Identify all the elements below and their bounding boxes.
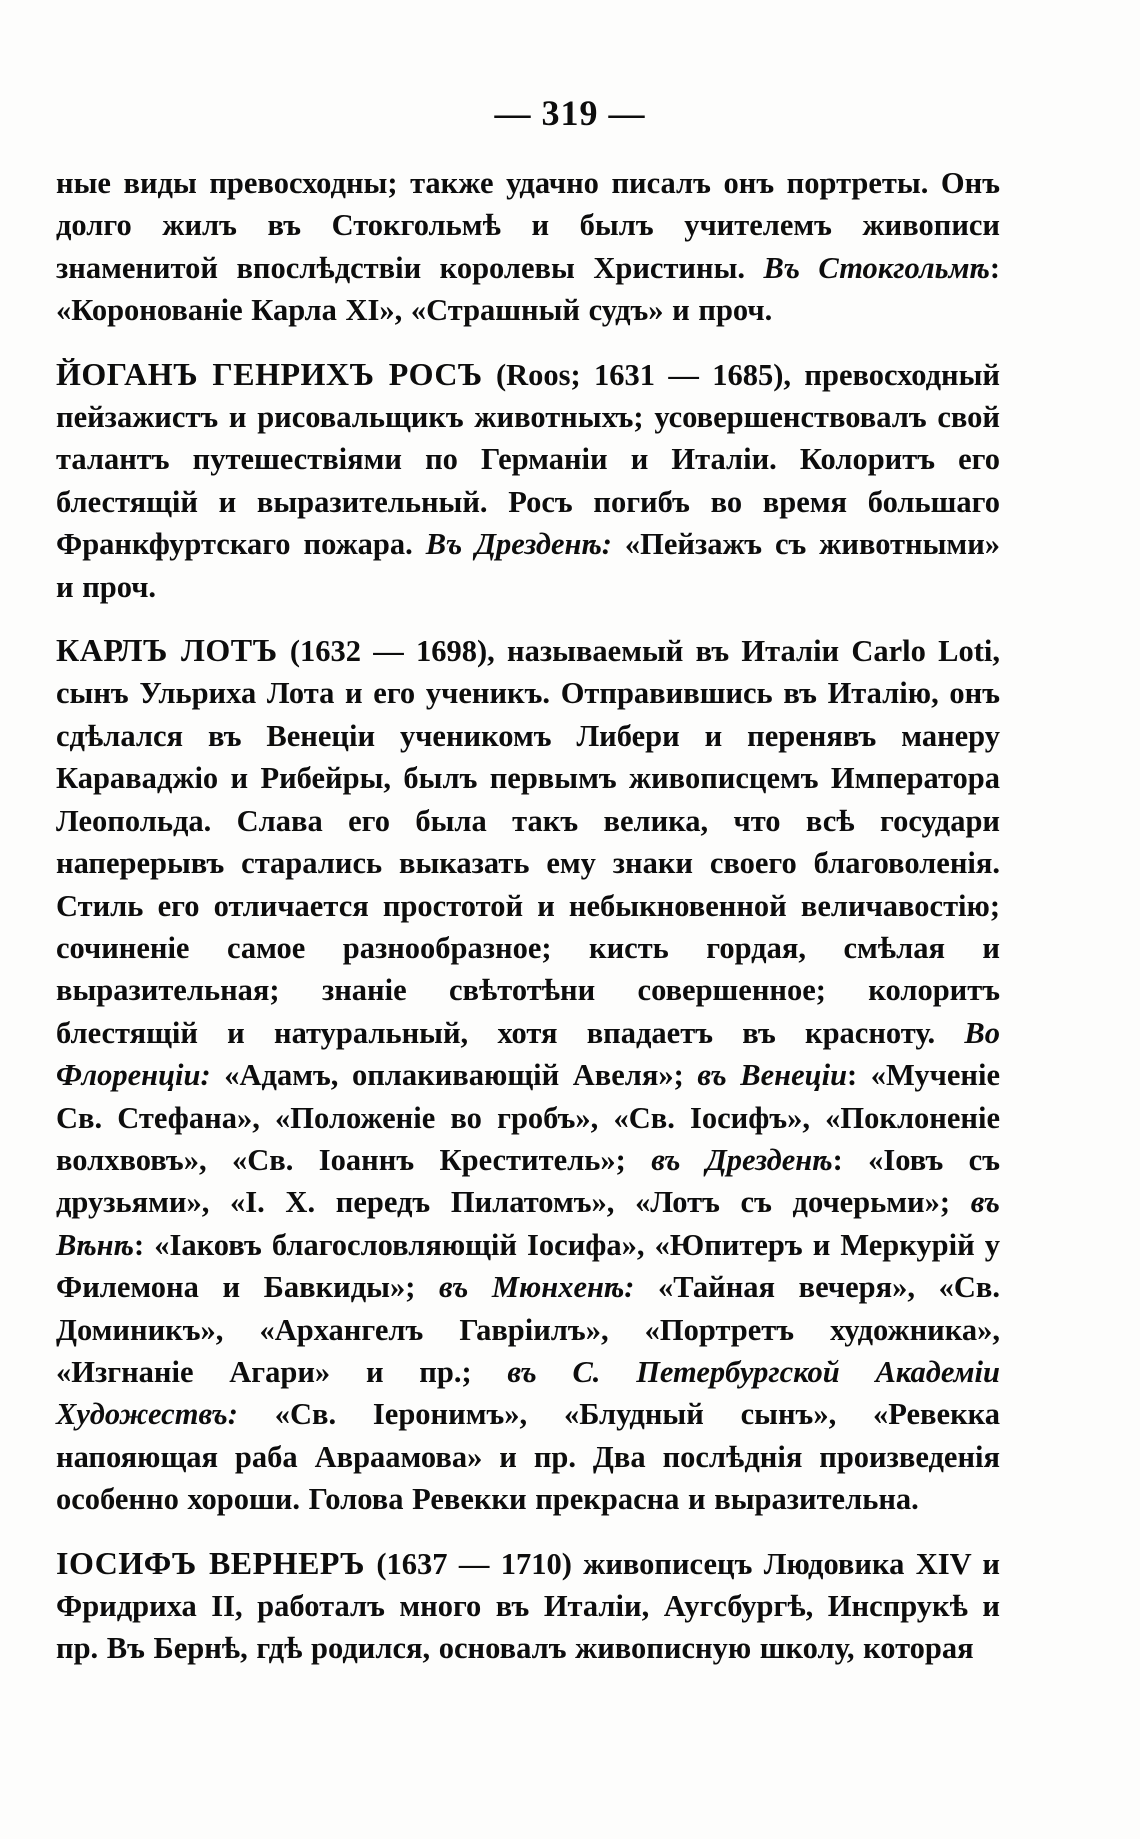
location-label: Во Флоренціи:: [56, 1015, 1000, 1093]
paragraph-text: (1632 — 1698), называемый въ Италіи Carlo Loti, сынъ Ульриха Лота и его ученикъ. Отправившись въ Италію, онъ сдѣлался въ Венеціи ученикомъ Либери и перенявъ манеру Караваджіо и Рибейры, былъ первымъ живописцемъ Императора Леопольда. Слава его была такъ велика, что всѣ государи наперерывъ старались выказать ему знаки своего благоволенія. Стиль его отличается простотой и небыкновенной величавостію; сочиненіе самое разнообразное; кисть гордая, смѣлая и выразительная; знаніе свѣтотѣни совершенное; колоритъ блестящій и натуральный, хотя впадаетъ въ красноту.: [56, 634, 1001, 1050]
paragraph-text: «Тайная вечеря», «Св. Доминикъ», «Архангелъ Гавріилъ», «Портретъ художника», «Изгнаніе Агари» и пр.;: [56, 1270, 1000, 1389]
location-label: въ С. Петербургской Академіи Художествъ:: [56, 1354, 1000, 1432]
location-label: въ Венеціи: [697, 1058, 848, 1093]
artist-name: ІОСИФЪ ВЕРНЕРЪ: [56, 1544, 365, 1581]
paragraph-text: «Пейзажъ съ животными» и проч.: [56, 527, 1001, 604]
paragraph-werner: [56, 1542, 1000, 1670]
location-label: въ Дрезденѣ: [651, 1142, 833, 1177]
paragraph-text: : «Іаковъ благословляющій Іосифа», «Юпитеръ и Меркурій у Филемона и Бавкиды»;: [56, 1227, 1000, 1305]
paragraph-roos: [56, 353, 1000, 608]
paragraph-text: «Адамъ, оплакивающій Авеля»;: [210, 1058, 698, 1093]
location-label: въ Мюнхенѣ:: [438, 1270, 635, 1305]
paragraph-text: (Roos; 1631 — 1685), превосходный пейзажистъ и рисовальщикъ животныхъ; усовершенствовалъ свой талантъ путешествіями по Германіи и Италіи. Колоритъ его блестящій и выразительный. Росъ погибъ во время большаго Франкфуртскаго пожара.: [56, 357, 1001, 562]
page-number: — 319 —: [494, 93, 646, 133]
paragraph-text: (1637 — 1710) живописецъ Людовика XIV и Фридриха II, работалъ много въ Италіи, Аугсбургѣ, Инспрукѣ и пр. Въ Бернѣ, гдѣ родился, основалъ живописную школу, которая: [56, 1546, 1001, 1666]
paragraph-stockholm: [56, 162, 1000, 332]
artist-name: ЙОГАНЪ ГЕНРИХЪ РОСЪ: [56, 355, 483, 392]
paragraph-text: : «Іовъ съ друзьями», «І. Х. передъ Пилатомъ», «Лотъ съ дочерьми»;: [56, 1142, 1000, 1220]
paragraph-text: : «Мученіе Св. Стефана», «Положеніе во гробъ», «Св. Іосифъ», «Поклоненіе волхвовъ», «Св. Іоаннъ Креститель»;: [56, 1058, 1000, 1177]
paragraph-text: ные виды превосходны; также удачно писалъ онъ портреты. Онъ долго жилъ въ Стокгольмѣ и былъ учителемъ живописи знаменитой впослѣдствіи королевы Христины.: [56, 166, 1000, 285]
paragraph-text: «Св. Іеронимъ», «Блудный сынъ», «Ревекка напояющая раба Авраамова» и пр. Два послѣднія произведенія особенно хороши. Голова Ревекки прекрасна и выразительна.: [56, 1397, 1000, 1517]
body-text: [56, 162, 1000, 1670]
paragraph-loth: [56, 629, 1000, 1521]
location-label: Въ Дрезденѣ:: [425, 527, 612, 562]
artist-name: КАРЛЪ ЛОТЪ: [56, 632, 278, 669]
paragraph-text: : «Коронованіе Карла XI», «Страшный судъ» и проч.: [56, 250, 1000, 328]
location-label: въ Вѣнѣ: [56, 1185, 1000, 1262]
location-label: Въ Стокгольмѣ: [763, 250, 990, 285]
